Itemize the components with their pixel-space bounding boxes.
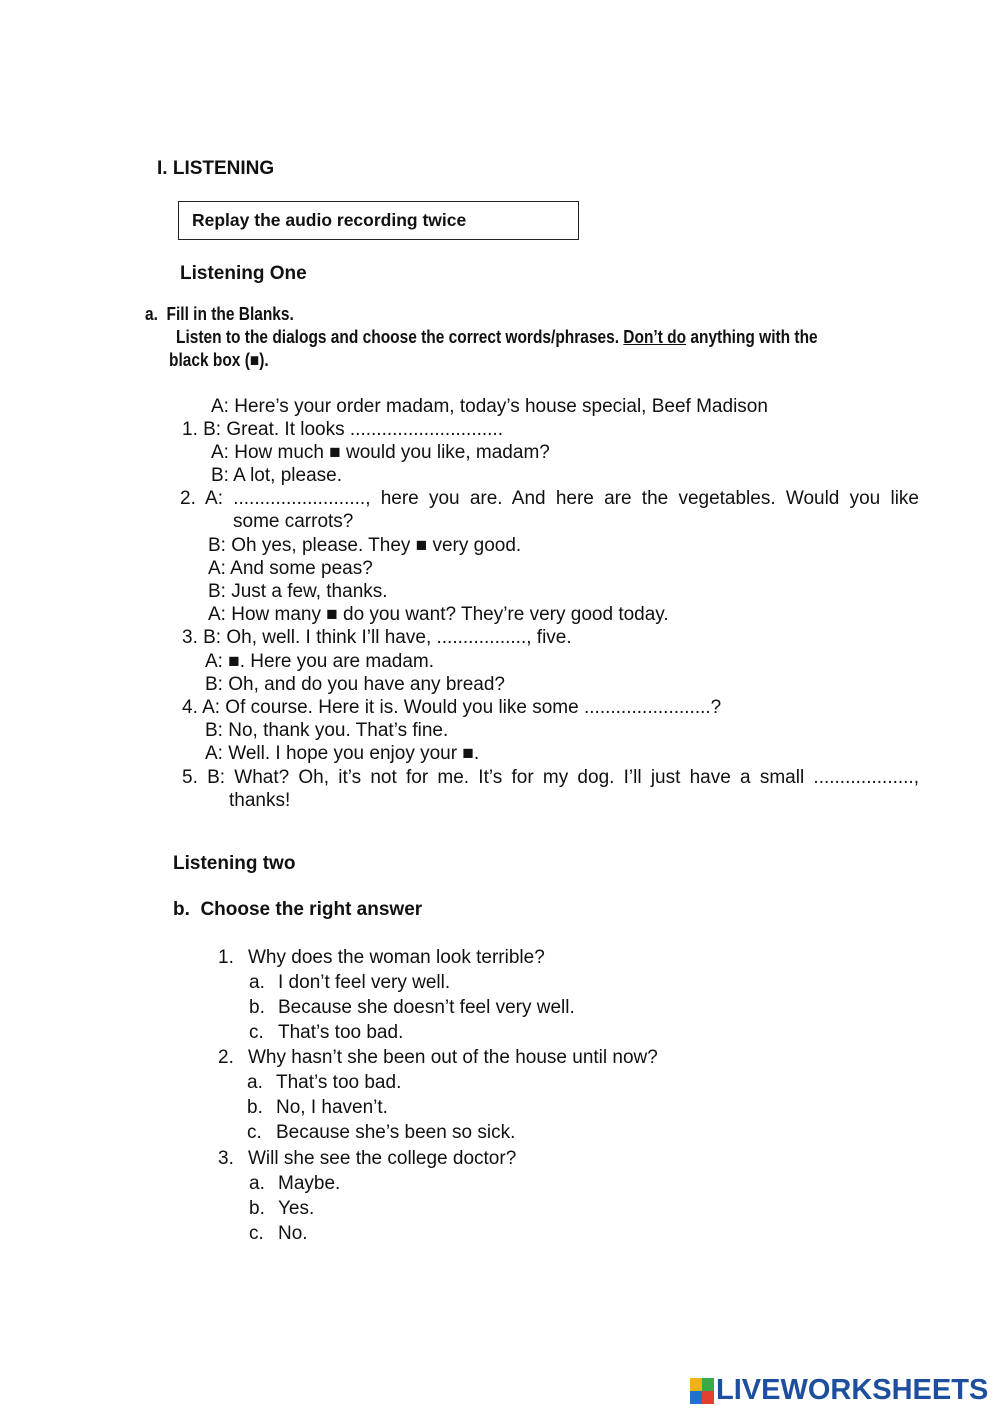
dialog-line: A: Here’s your order madam, today’s house special, Beef Madison: [211, 396, 768, 417]
part-b-marker: b.: [173, 899, 190, 920]
option-text: No, I haven’t.: [276, 1097, 388, 1118]
part-b-header: [173, 899, 422, 921]
dialog-line: 3. B: Oh, well. I think I’ll have, ................., five.: [182, 627, 572, 648]
option-letter: b.: [249, 997, 265, 1018]
option-letter: c.: [249, 1223, 264, 1244]
part-a-title: Fill in the Blanks.: [166, 304, 294, 324]
option-letter: b.: [249, 1198, 265, 1219]
part-b-title: Choose the right answer: [200, 899, 423, 920]
instruction-underlined: Don’t do: [623, 327, 687, 347]
question-number: 3.: [218, 1148, 234, 1169]
dialog-line: B: No, thank you. That’s fine.: [205, 720, 449, 741]
question-number: 2.: [218, 1047, 234, 1068]
part-a-instruction: [176, 327, 818, 348]
question-text: Will she see the college doctor?: [248, 1148, 517, 1169]
option-text: Because she’s been so sick.: [276, 1122, 516, 1143]
question-number: 1.: [218, 947, 234, 968]
part-a-header: [145, 304, 294, 325]
dialog-line: B: Oh yes, please. They ■ very good.: [208, 535, 522, 556]
dialog-line: some carrots?: [233, 511, 354, 532]
question-text: Why does the woman look terrible?: [248, 947, 545, 968]
dialog-line: 2. A: ........................., here you are. And here are the vegetables. Would you like: [180, 488, 919, 509]
dialog-line: 5. B: What? Oh, it’s not for me. It’s for my dog. I’ll just have a small ...................,: [182, 767, 919, 788]
option-letter: b.: [247, 1097, 263, 1118]
option-letter: a.: [247, 1072, 263, 1093]
logo-mark-icon: [690, 1378, 714, 1404]
dialog-line: B: A lot, please.: [211, 465, 342, 486]
listening-two-heading: Listening two: [173, 853, 296, 874]
dialog-line: 4. A: Of course. Here it is. Would you like some ........................?: [182, 697, 722, 718]
option-text: That’s too bad.: [278, 1022, 404, 1043]
option-letter: c.: [249, 1022, 264, 1043]
dialog-line: A: How many ■ do you want? They’re very good today.: [208, 604, 669, 625]
part-a-marker: a.: [145, 304, 158, 324]
instruction-post: anything with the: [686, 327, 818, 347]
question-text: Why hasn’t she been out of the house until now?: [248, 1047, 658, 1068]
option-text: No.: [278, 1223, 308, 1244]
dialog-line: B: Oh, and do you have any bread?: [205, 674, 505, 695]
dialog-line: 1. B: Great. It looks .............................: [182, 419, 503, 440]
option-text: Maybe.: [278, 1173, 341, 1194]
dialog-line: A: And some peas?: [208, 558, 373, 579]
instruction-box-text: Replay the audio recording twice: [192, 210, 467, 230]
option-text: I don’t feel very well.: [278, 972, 451, 993]
option-text: Yes.: [278, 1198, 315, 1219]
dialog-line: A: Well. I hope you enjoy your ■.: [205, 743, 480, 764]
option-text: That’s too bad.: [276, 1072, 402, 1093]
listening-one-heading: Listening One: [180, 263, 307, 284]
section-title: I. LISTENING: [157, 158, 275, 179]
option-letter: a.: [249, 1173, 265, 1194]
dialog-line: B: Just a few, thanks.: [208, 581, 388, 602]
dialog-line: A: How much ■ would you like, madam?: [211, 442, 550, 463]
logo-text: LIVEWORKSHEETS: [716, 1374, 989, 1406]
liveworksheets-logo: [690, 1374, 988, 1407]
option-letter: c.: [247, 1122, 262, 1143]
part-a-instruction-line2: black box (■).: [169, 350, 269, 370]
option-letter: a.: [249, 972, 265, 993]
dialog-line: A: ■. Here you are madam.: [205, 651, 435, 672]
dialog-line: thanks!: [229, 790, 291, 811]
instruction-pre: Listen to the dialogs and choose the correct words/phrases.: [176, 327, 624, 347]
option-text: Because she doesn’t feel very well.: [278, 997, 575, 1018]
